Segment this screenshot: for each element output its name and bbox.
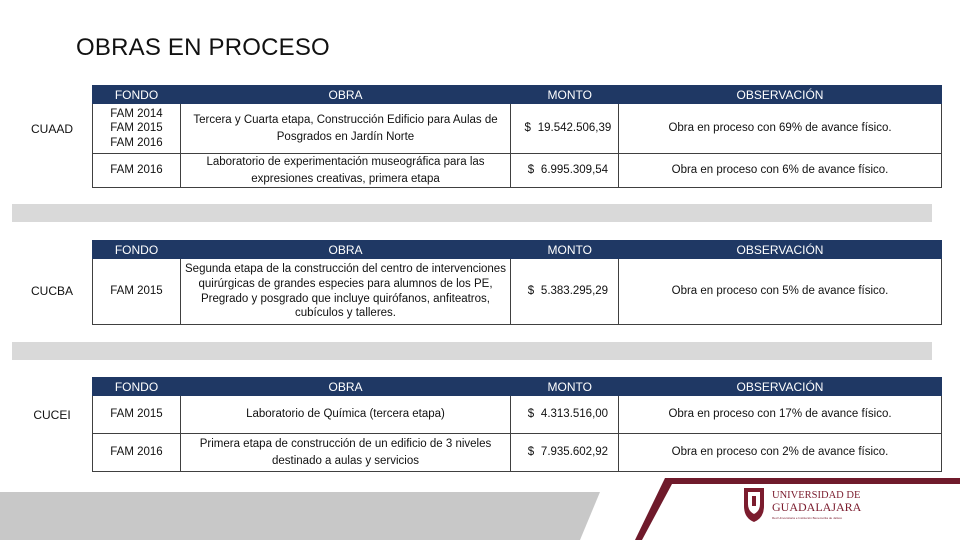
table-row [93,434,942,472]
fondo-cell: FAM 2016 [93,434,181,472]
page-title: OBRAS EN PROCESO [76,34,330,61]
fondo-cell: FAM 2015 [93,259,181,325]
observacion-cell: Obra en proceso con 2% de avance físico. [619,434,942,472]
center-label-cucba: CUCBA [30,284,73,298]
observacion-cell: Obra en proceso con 5% de avance físico. [619,259,942,325]
obras-table-cuaad [92,85,942,188]
table-header-row [93,86,942,104]
obra-cell: Segunda etapa de la construcción del centro de intervenciones quirúrgicas de grandes especies para alumnos de los PE, Pregrado y posgrado que incluye quirófanos, anfiteatros, cubículos y talleres. [181,259,511,325]
separator-band [12,342,932,360]
header-monto: MONTO [511,378,619,396]
header-fondo: FONDO [93,86,181,104]
header-obra: OBRA [181,86,511,104]
obra-cell: Laboratorio de experimentación museográfica para las expresiones creativas, primera etapa [181,154,511,188]
header-monto: MONTO [511,86,619,104]
observacion-cell: Obra en proceso con 17% de avance físico. [619,396,942,434]
header-monto: MONTO [511,241,619,259]
center-label-cucei: CUCEI [33,408,71,422]
monto-cell: $ 5.383.295,29 [511,259,619,325]
observacion-cell: Obra en proceso con 69% de avance físico. [619,104,942,154]
header-observacion: OBSERVACIÓN [619,378,942,396]
logo-line2: GUADALAJARA [772,500,862,514]
obra-cell: Laboratorio de Química (tercera etapa) [181,396,511,434]
shield-icon [740,484,870,524]
logo-line1: UNIVERSIDAD DE [772,490,861,501]
table-row [93,154,942,188]
monto-cell: $ 4.313.516,00 [511,396,619,434]
header-observacion: OBSERVACIÓN [619,86,942,104]
separator-band [12,204,932,222]
table-row [93,259,942,325]
fondo-cell: FAM 2016 [93,154,181,188]
observacion-cell: Obra en proceso con 6% de avance físico. [619,154,942,188]
table-row [93,396,942,434]
fondo-cell: FAM 2015 [93,396,181,434]
header-obra: OBRA [181,378,511,396]
obra-cell: Tercera y Cuarta etapa, Construcción Edificio para Aulas de Posgrados en Jardín Norte [181,104,511,154]
center-label-cuaad: CUAAD [30,122,73,136]
logo-line3: Red Universitaria e Institución Benemérita de Jalisco [772,516,843,520]
university-logo [740,484,870,524]
header-obra: OBRA [181,241,511,259]
header-observacion: OBSERVACIÓN [619,241,942,259]
header-fondo: FONDO [93,378,181,396]
monto-cell: $ 7.935.602,92 [511,434,619,472]
table-row [93,104,942,154]
table-header-row [93,241,942,259]
obras-table-cucei [92,377,942,472]
obras-table-cucba [92,240,942,325]
monto-cell: $ 6.995.309,54 [511,154,619,188]
monto-cell: $ 19.542.506,39 [511,104,619,154]
fondo-cell: FAM 2014 FAM 2015 FAM 2016 [93,104,181,154]
obra-cell: Primera etapa de construcción de un edificio de 3 niveles destinado a aulas y servicios [181,434,511,472]
table-header-row [93,378,942,396]
header-fondo: FONDO [93,241,181,259]
